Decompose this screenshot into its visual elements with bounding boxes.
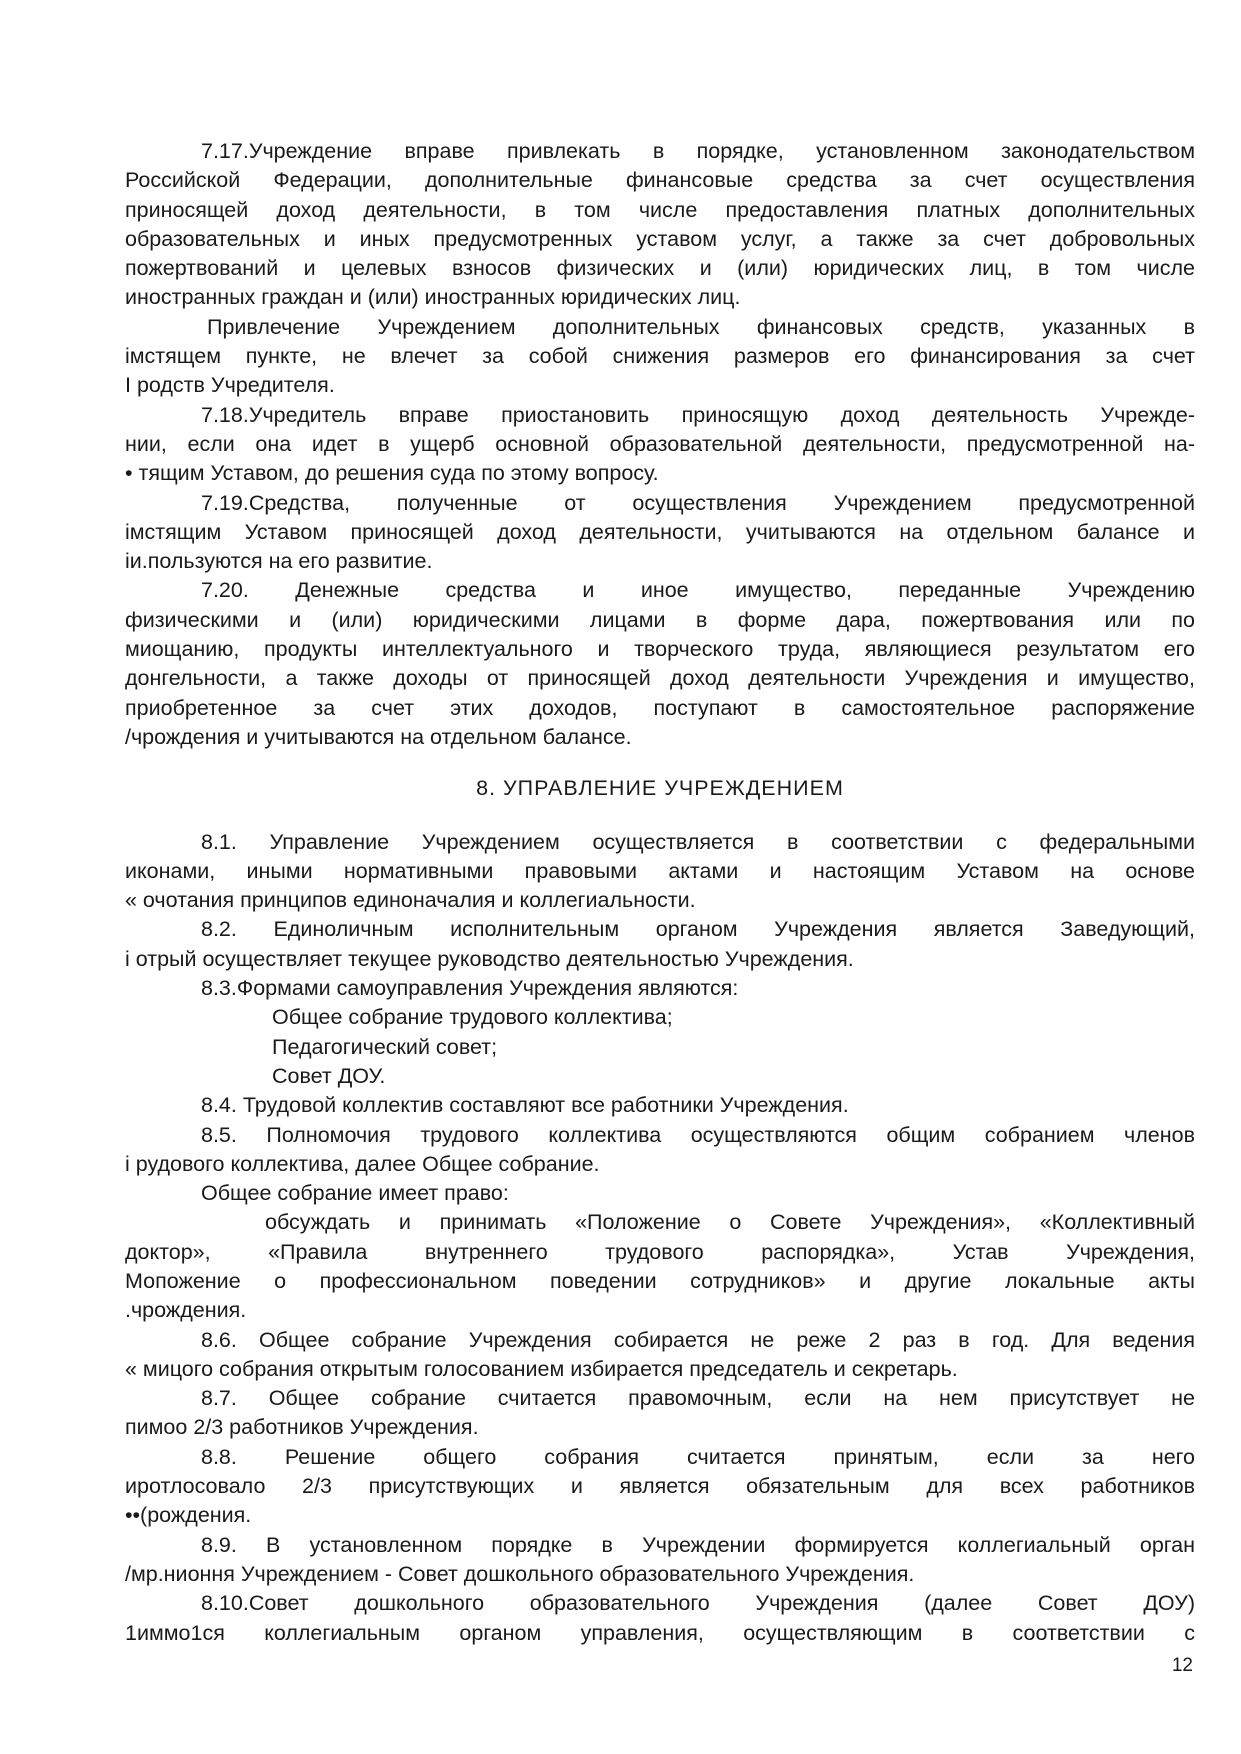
text-line: 7.19.Средства, полученные от осуществления Учреждением предусмотренной [201,490,1195,515]
text-line: 7.20. Денежные средства и иное имущество, переданные Учреждению [201,578,1195,603]
list-item: Педагогический совет; [272,1034,498,1059]
text-line: 8.5. Полномочия трудового коллектива осуществляются общим собранием членов [201,1122,1195,1147]
paragraph-8-9 [125,1531,1195,1590]
text-line: 8.6. Общее собрание Учреждения собирается не реже 2 раз в год. Для ведения [201,1327,1195,1352]
text-line: 8.10.Совет дошкольного образовательного Учреждения (далее Совет ДОУ) [201,1591,1195,1616]
text-line: пожертвований и целевых взносов физических и (или) юридических лиц, в том числе [125,256,1195,281]
text-line: 8.4. Трудовой коллектив составляют все работники Учреждения. [201,1093,849,1118]
paragraph-8-8 [125,1443,1195,1531]
text-line: .чрождения. [125,1298,247,1323]
text-line: 8.8. Решение общего собрания считается принятым, если за него [201,1444,1195,1469]
text-line: /чрождения и учитываются на отдельном балансе. [125,724,632,749]
text-line: іи.пользуются на его развитие. [125,549,433,574]
self-governance-list [125,1003,1195,1091]
text-line: обсуждать и принимать «Положение о Совете Учреждения», «Коллективный [265,1210,1195,1235]
paragraph-8-7 [125,1384,1195,1443]
text-line: І родств Учредителя. [125,373,335,398]
paragraph-8-10 [125,1589,1195,1648]
paragraph-7-17-cont [125,313,1195,401]
text-line: « мицого собрания открытым голосованием избирается председатель и секретарь. [125,1356,958,1381]
text-line: • тящим Уставом, до решения суда по этому вопросу. [125,461,659,486]
text-line: пимоо 2/3 работников Учреждения. [125,1415,479,1440]
paragraph-rights [125,1208,1195,1325]
paragraph-8-1 [125,828,1195,916]
paragraph-8-6 [125,1326,1195,1385]
text-line: приносящей доход деятельности, в том числе предоставления платных дополнительных [125,197,1195,222]
section-8 [125,828,1195,1648]
text-line: нии, если она идет в ущерб основной образовательной деятельности, предусмотренной на- [125,431,1195,456]
text-line: Привлечение Учреждением дополнительных финансовых средств, указанных в [207,314,1195,339]
paragraph-8-2 [125,915,1195,974]
text-line: иностранных граждан и (или) иностранных юридических лиц. [125,285,741,310]
text-line: донгельности, а также доходы от приносящей доход деятельности Учреждения и имущество, [125,666,1195,691]
text-line: /мр.нионня Учреждением - Совет дошкольного образовательного Учреждения. [125,1561,915,1586]
paragraph-7-18 [125,401,1195,489]
text-line: ••(рождения. [125,1503,252,1528]
list-item: Общее собрание трудового коллектива; [272,1005,673,1030]
paragraph-7-20 [125,576,1195,752]
text-line: доктор», «Правила внутреннего трудового распорядка», Устав Учреждения, [125,1239,1195,1264]
text-line: образовательных и иных предусмотренных уставом услуг, а также за счет добровольных [125,226,1195,251]
paragraph-8-5 [125,1121,1195,1180]
paragraph-rights-intro [125,1179,1195,1208]
text-line: 8.2. Единоличным исполнительным органом Учреждения является Заведующий, [201,917,1195,942]
text-line: і рудового коллектива, далее Общее собрание. [125,1151,600,1176]
text-line: 8.1. Управление Учреждением осуществляется в соответствии с федеральными [201,829,1195,854]
text-line: 8.3.Формами самоуправления Учреждения являются: [201,976,739,1001]
text-line: иконами, иными нормативными правовыми актами и настоящим Уставом на основе [125,858,1195,883]
list-item: Совет ДОУ. [272,1063,386,1088]
text-line: 7.17.Учреждение вправе привлекать в порядке, установленном законодательством [201,139,1195,163]
text-line: физическими и (или) юридическими лицами в форме дара, пожертвования или по [125,607,1195,632]
text-line: миощанию, продукты интеллектуального и творческого труда, являющиеся результатом его [125,637,1195,662]
section-heading: 8. УПРАВЛЕНИЕ УЧРЕЖДЕНИЕМ [476,776,844,801]
text-line: 7.18.Учредитель вправе приостановить приносящую доход деятельность Учрежде- [201,402,1195,427]
text-line: Общее собрание имеет право: [201,1181,509,1206]
page-number: 12 [1171,1655,1193,1676]
paragraph-7-19 [125,489,1195,577]
document-page [125,137,1195,1648]
text-line: Российской Федерации, дополнительные финансовые средства за счет осуществления [125,168,1195,193]
text-line: 8.7. Общее собрание считается правомочным, если на нем присутствует не [201,1386,1195,1411]
paragraph-8-3 [125,974,1195,1003]
paragraph-8-4 [125,1091,1195,1120]
text-line: « очотания принципов единоначалия и коллегиальности. [125,888,696,913]
text-line: 1иммо1ся коллегиальным органом управления, осуществляющим в соответствии с [125,1620,1195,1645]
text-line: і отрый осуществляет текущее руководство деятельностью Учреждения. [125,946,854,971]
paragraph-7-17 [125,137,1195,313]
section-7 [125,137,1195,752]
text-line: Мопожение о профессиональном поведении сотрудников» и другие локальные акты [125,1268,1195,1293]
text-line: приобретенное за счет этих доходов, поступают в самостоятельное распоряжение [125,695,1195,720]
text-line: імстящем пункте, не влечет за собой снижения размеров его финансирования за счет [125,344,1195,369]
text-line: 8.9. В установленном порядке в Учреждении формируется коллегиальный орган [201,1532,1195,1557]
text-line: імстящим Уставом приносящей доход деятельности, учитываются на отдельном балансе и [125,519,1195,544]
text-line: иротлосовало 2/3 присутствующих и является обязательным для всех работников [125,1474,1195,1499]
